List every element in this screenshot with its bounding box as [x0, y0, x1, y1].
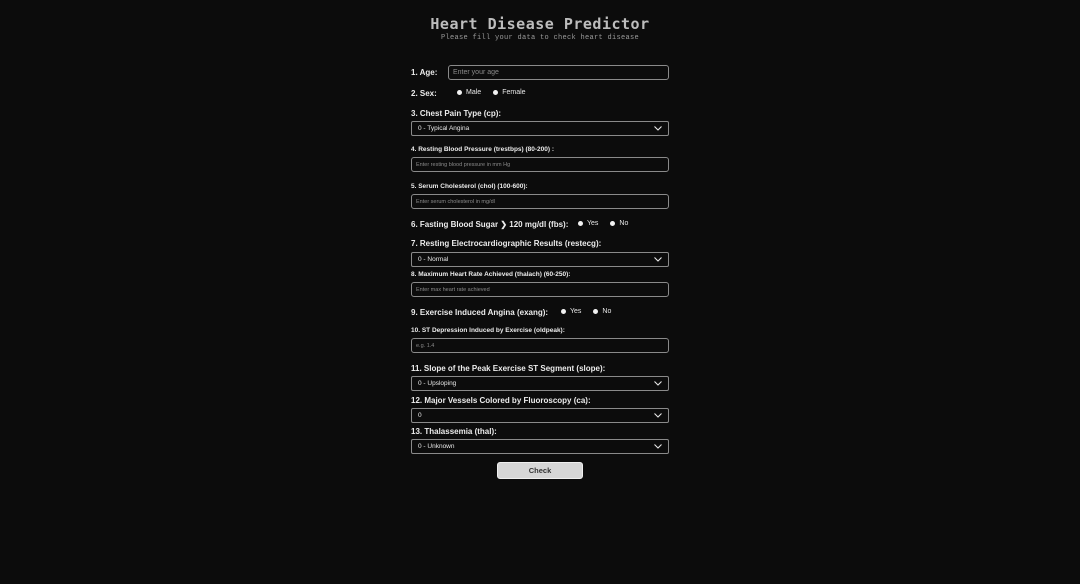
exang-option-no[interactable]: No [593, 308, 611, 315]
exang-label: 9. Exercise Induced Angina (exang): [411, 308, 549, 317]
restecg-selected-value: 0 - Normal [418, 256, 449, 263]
cp-label: 3. Chest Pain Type (cp): [411, 109, 502, 118]
radio-button-icon[interactable] [493, 90, 498, 95]
thalach-label: 8. Maximum Heart Rate Achieved (thalach) (60-250): [411, 271, 571, 278]
sex-option-male[interactable]: Male [457, 89, 481, 96]
trestbps-label: 4. Resting Blood Pressure (trestbps) (80-200) : [411, 146, 555, 153]
exang-radio-group [561, 308, 623, 315]
chevron-down-icon [654, 381, 662, 387]
fbs-option-yes[interactable]: Yes [578, 220, 598, 227]
fbs-option-no[interactable]: No [610, 220, 628, 227]
fbs-radio-group [578, 220, 640, 227]
thal-select[interactable] [411, 439, 669, 454]
fbs-label: 6. Fasting Blood Sugar ❯ 120 mg/dl (fbs): [411, 220, 569, 229]
chevron-down-icon [654, 444, 662, 450]
ca-select[interactable] [411, 408, 669, 423]
slope-label: 11. Slope of the Peak Exercise ST Segment (slope): [411, 364, 606, 373]
cp-select[interactable] [411, 121, 669, 136]
radio-button-icon[interactable] [610, 221, 615, 226]
sex-option-female[interactable]: Female [493, 89, 525, 96]
radio-button-icon[interactable] [457, 90, 462, 95]
cp-selected-value: 0 - Typical Angina [418, 125, 470, 132]
slope-select[interactable] [411, 376, 669, 391]
chevron-down-icon [654, 257, 662, 263]
restecg-select[interactable] [411, 252, 669, 267]
chevron-down-icon [654, 413, 662, 419]
thalach-input[interactable] [411, 282, 669, 297]
thal-label: 13. Thalassemia (thal): [411, 427, 497, 436]
exang-option-yes[interactable]: Yes [561, 308, 581, 315]
age-input[interactable] [448, 65, 669, 80]
ca-label: 12. Major Vessels Colored by Fluoroscopy (ca): [411, 396, 591, 405]
sex-radio-group [457, 89, 538, 96]
ca-selected-value: 0 [418, 412, 422, 419]
restecg-label: 7. Resting Electrocardiographic Results (restecg): [411, 239, 602, 248]
chevron-down-icon [654, 126, 662, 132]
radio-button-icon[interactable] [578, 221, 583, 226]
thal-selected-value: 0 - Unknown [418, 443, 455, 450]
oldpeak-input[interactable] [411, 338, 669, 353]
chol-label: 5. Serum Cholesterol (chol) (100-600): [411, 183, 528, 190]
radio-button-icon[interactable] [561, 309, 566, 314]
slope-selected-value: 0 - Upsloping [418, 380, 457, 387]
oldpeak-label: 10. ST Depression Induced by Exercise (oldpeak): [411, 327, 565, 334]
page-subtitle: Please fill your data to check heart disease [440, 34, 640, 42]
radio-button-icon[interactable] [593, 309, 598, 314]
chol-input[interactable] [411, 194, 669, 209]
check-button[interactable]: Check [497, 462, 583, 479]
page-title: Heart Disease Predictor [430, 15, 650, 33]
trestbps-input[interactable] [411, 157, 669, 172]
age-label: 1. Age: [411, 68, 438, 77]
sex-label: 2. Sex: [411, 89, 437, 98]
page-header [0, 14, 1080, 42]
